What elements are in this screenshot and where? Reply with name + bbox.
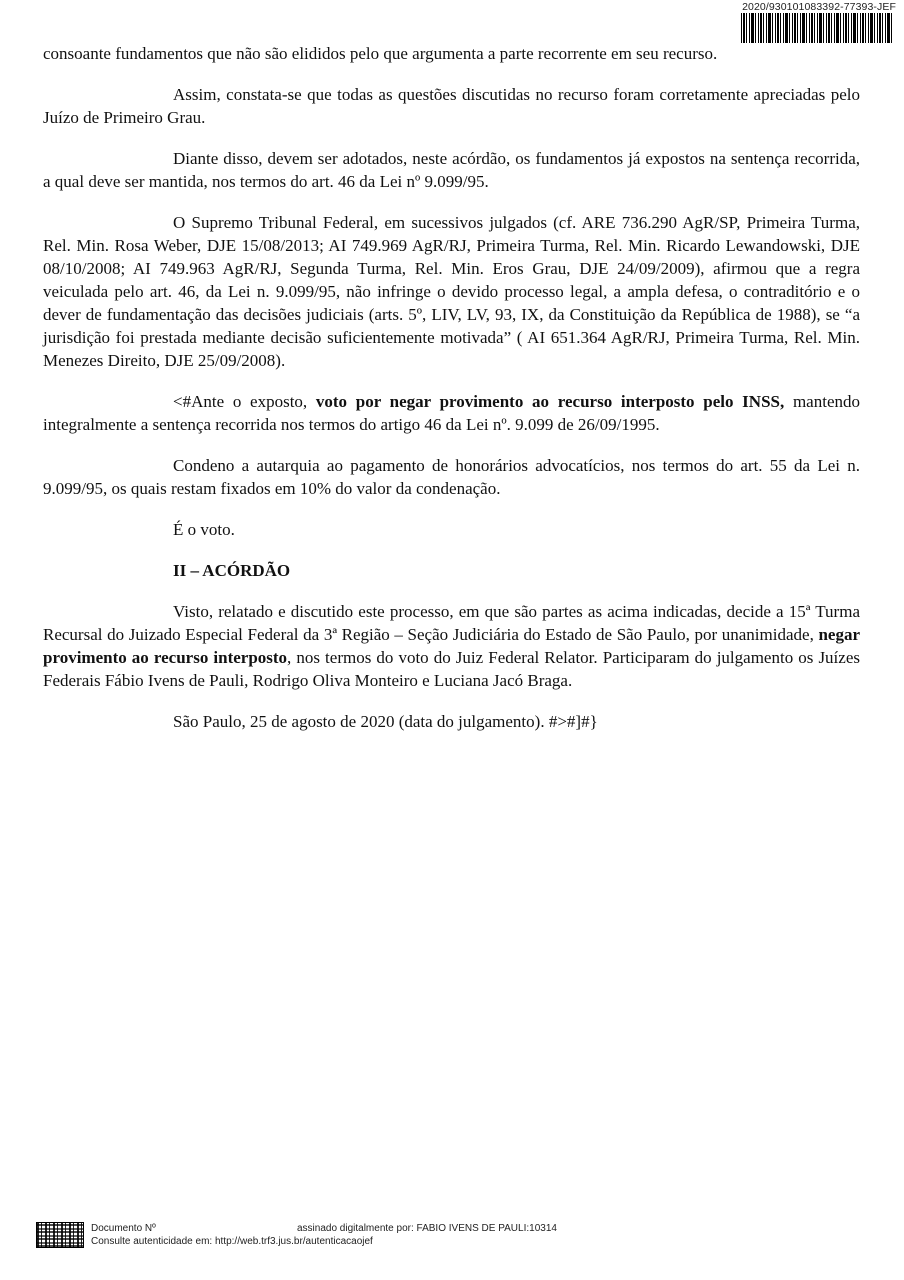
paragraph-continuation: consoante fundamentos que não são elididos pelo que argumenta a parte recorrente em seu recurso.	[43, 44, 718, 63]
section-heading	[43, 559, 860, 582]
text-segment: , nos termos do voto do Juiz Federal Relator. Participaram do julgamento os Juízes Federais Fábio Ivens de Pauli, Rodrigo Oliva Monteiro e Luciana Jacó Braga.	[43, 648, 860, 690]
paragraph-diante: Diante disso, devem ser adotados, neste acórdão, os fundamentos já expostos na sentença recorrida, a qual deve ser mantida, nos termos do art. 46 da Lei nº 9.099/95.	[43, 149, 860, 191]
document-number-label: Documento Nº	[91, 1223, 156, 1234]
text-segment: Visto, relatado e discutido este processo, em que são partes as acima indicadas, decide a 15ª Turma Recursal do Juizado Especial Federal da 3ª Região – Seção Judiciária do Estado de São Paulo, por unanimidade,	[43, 602, 860, 644]
paragraph-stf: O Supremo Tribunal Federal, em sucessivos julgados (cf. ARE 736.290 AgR/SP, Primeira Turma, Rel. Min. Rosa Weber, DJE 15/08/2013; AI 749.969 AgR/RJ, Primeira Turma, Rel. Min. Ricardo Lewandowski, DJE 08/10/2008; AI 749.963 AgR/RJ, Segunda Turma, Rel. Min. Eros Grau, DJE 24/09/2009), afirmou que a regra veiculada pelo art. 46, da Lei n. 9.099/95, não infringe o devido processo legal, a ampla defesa, o contraditório e o dever de fundamentação das decisões judiciais (arts. 5º, LIV, LV, 93, IX, da Constituição da República de 1988), se “a jurisdição foi prestada mediante decisão suficientemente motivada” ( AI 651.364 AgR/RJ, Primeira Turma, Rel. Min. Menezes Direito, DJE 25/09/2008).	[43, 213, 860, 370]
paragraph-assim: Assim, constata-se que todas as questões discutidas no recurso foram corretamente apreciadas pelo Juízo de Primeiro Grau.	[43, 85, 860, 127]
heading-text: II – ACÓRDÃO	[173, 561, 291, 580]
barcode	[741, 13, 893, 43]
authenticity-link[interactable]: Consulte autenticidade em: http://web.trf3.jus.br/autenticacaojef	[91, 1236, 373, 1247]
bold-text: negar provimento ao recurso interposto	[43, 625, 860, 667]
text-segment: <#Ante o exposto,	[173, 392, 316, 411]
document-body	[43, 42, 860, 751]
paragraph-ante-exposto	[43, 390, 860, 436]
signed-by: assinado digitalmente por: FABIO IVENS DE PAULI:10314	[297, 1223, 557, 1234]
bold-text: voto por negar provimento ao recurso interposto pelo INSS,	[315, 392, 785, 411]
paragraph-visto	[43, 600, 860, 692]
text-segment: mantendo integralmente a sentença recorrida nos termos do artigo 46 da Lei nº. 9.099 de 26/09/1995.	[43, 392, 860, 434]
signature-footer	[36, 1221, 636, 1249]
paragraph-condeno: Condeno a autarquia ao pagamento de honorários advocatícios, nos termos do art. 55 da Lei n. 9.099/95, os quais restam fixados em 10% do valor da condenação.	[43, 456, 860, 498]
qr-code-icon	[36, 1222, 84, 1248]
document-id: 2020/930101083392-77393-JEF	[742, 1, 896, 13]
paragraph-voto: É o voto.	[173, 520, 235, 539]
paragraph-date: São Paulo, 25 de agosto de 2020 (data do julgamento). #>#]#}	[173, 712, 598, 731]
